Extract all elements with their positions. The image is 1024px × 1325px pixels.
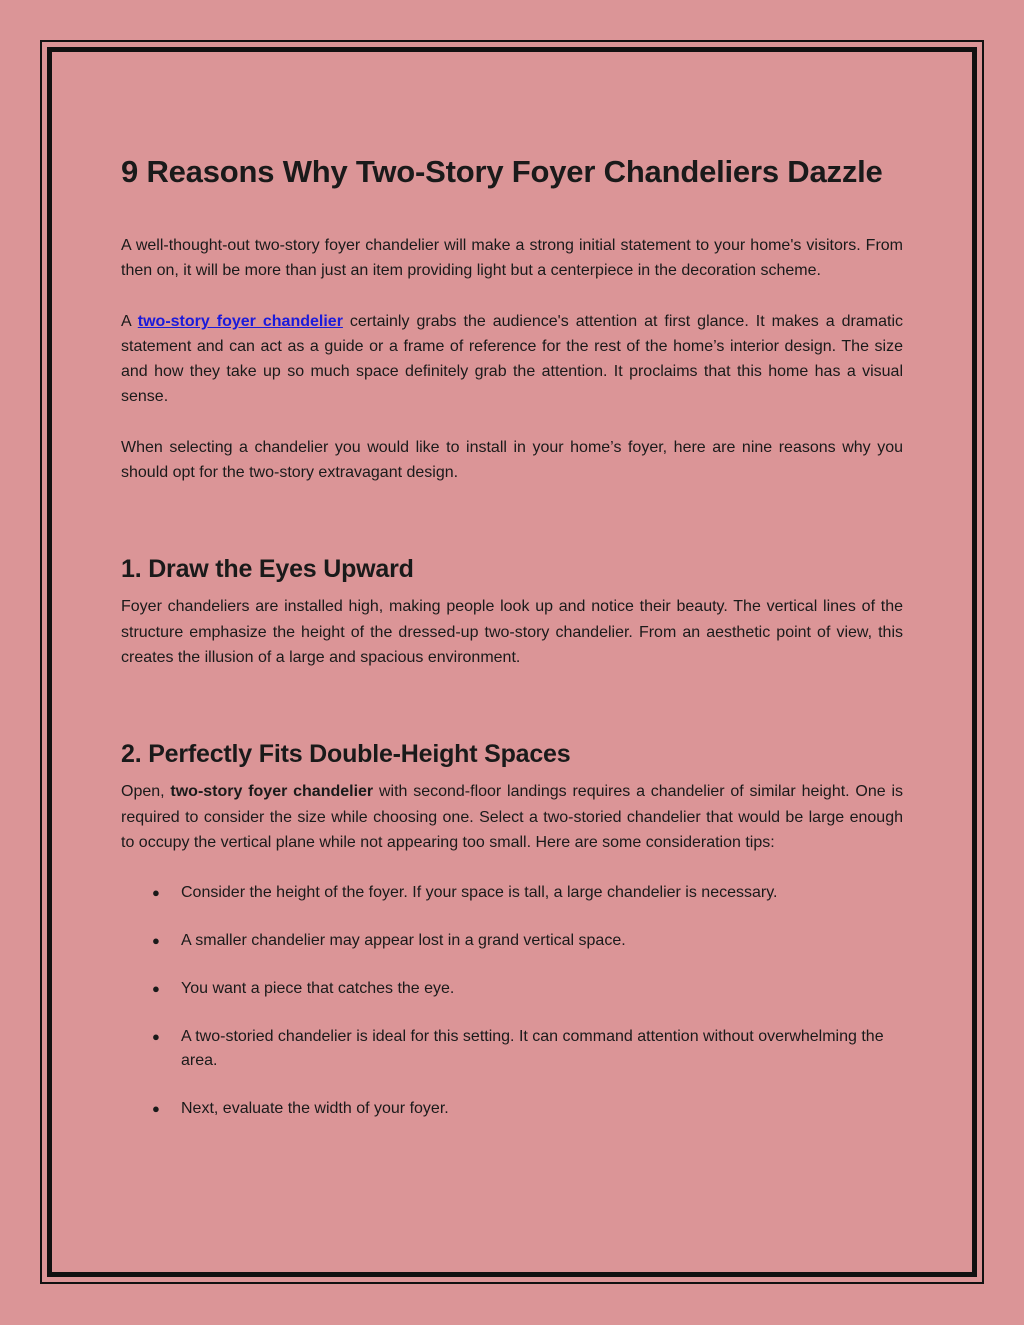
- section-two-prefix: Open,: [121, 783, 171, 801]
- paragraph-two: [121, 309, 903, 410]
- tip-text: A smaller chandelier may appear lost in a grand vertical space.: [181, 932, 626, 950]
- paragraph-two-prefix: A: [121, 312, 138, 330]
- bullet-icon: ●: [152, 933, 160, 949]
- bullet-icon: ●: [152, 981, 160, 997]
- tip-text: Consider the height of the foyer. If your space is tall, a large chandelier is necessary.: [181, 884, 778, 902]
- document-body: [121, 150, 903, 1145]
- list-item: [121, 1097, 903, 1121]
- section-two-bold-phrase: two-story foyer chandelier: [170, 783, 374, 801]
- paragraph-two-text: certainly grabs the audience's attention at first glance. It makes a dramatic statement and can act as a guide or a frame of reference for the rest of the home’s interior design. The size and how they take up so much space definitely grab the attention. It proclaims that this home has a visual sense.: [121, 312, 904, 406]
- bullet-icon: ●: [152, 1101, 160, 1117]
- two-story-foyer-chandelier-link[interactable]: two-story foyer chandelier: [137, 312, 343, 330]
- section-two-body: [121, 779, 903, 855]
- tip-text: Next, evaluate the width of your foyer.: [181, 1100, 449, 1118]
- list-item: [121, 977, 903, 1001]
- bullet-icon: ●: [152, 885, 160, 901]
- list-item: [121, 929, 903, 953]
- intro-paragraph: A well-thought-out two-story foyer chandelier will make a strong initial statement to your home's visitors. From then on, it will be more than just an item providing light but a centerpiece in the decoration scheme.: [121, 237, 903, 280]
- section-one-heading: 1. Draw the Eyes Upward: [121, 555, 414, 584]
- consideration-tips-list: [121, 881, 903, 1121]
- list-item: [121, 881, 903, 905]
- document-title: 9 Reasons Why Two-Story Foyer Chandeliers Dazzle: [121, 154, 883, 189]
- list-item: [121, 1025, 903, 1073]
- paragraph-three: When selecting a chandelier you would like to install in your home’s foyer, here are nine reasons why you should opt for the two-story extravagant design.: [121, 438, 903, 482]
- section-two-heading: 2. Perfectly Fits Double-Height Spaces: [121, 740, 571, 769]
- bullet-icon: ●: [152, 1029, 160, 1045]
- section-one-body: Foyer chandeliers are installed high, making people look up and notice their beauty. The vertical lines of the structure emphasize the height of the dressed-up two-story chandelier. From an aesthetic point of view, this creates the illusion of a large and spacious environment.: [121, 598, 903, 666]
- tip-text: You want a piece that catches the eye.: [181, 980, 455, 998]
- tip-text: A two-storied chandelier is ideal for this setting. It can command attention without overwhelming the area.: [181, 1028, 884, 1070]
- section-two-text: with second-floor landings requires a chandelier of similar height. One is required to consider the size while choosing one. Select a two-storied chandelier that would be large enough to occupy the vertical plane while not appearing too small. Here are some consideration tips:: [121, 783, 904, 851]
